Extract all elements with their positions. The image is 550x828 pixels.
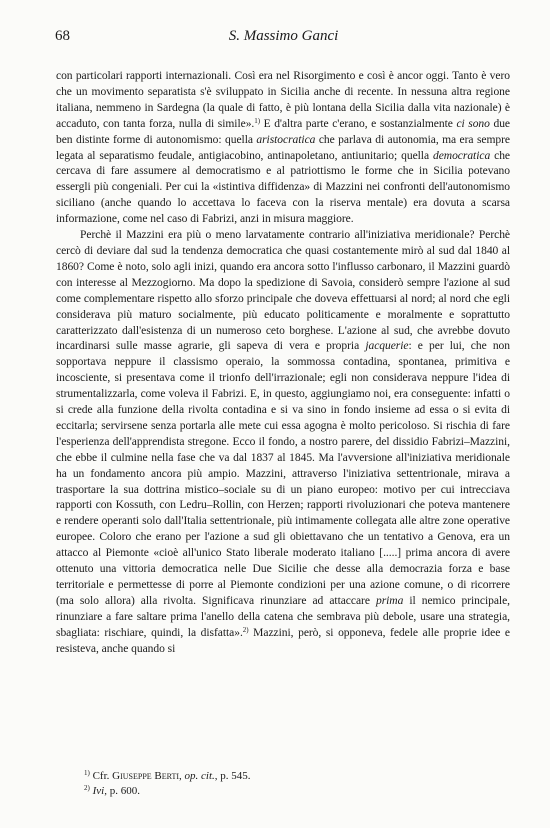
text-run: che parlava di autonomia, ma era sempre legata al separatismo feudale, antigiacobino, antinapoletano, antiunitario; quella xyxy=(56,133,510,162)
text-run: E d'altra parte c'erano, e sostanzialmente xyxy=(260,117,457,130)
footnote-text: , xyxy=(179,770,185,782)
italic-phrase: democratica xyxy=(433,149,491,162)
text-run: Mazzini, però, si opponeva, fedele alle proprie idee e resisteva, anche quando si xyxy=(56,626,510,655)
italic-phrase: jacquerie xyxy=(365,340,409,353)
text-run: : e per lui, che non sopportava neppure il classismo operaio, la sommossa contadina, spontanea, primitiva e incosciente, si presentava come il trionfo dell'irrazionale; egli non considerava neppure l'idea di strumentalizzarla, come voleva il Fabrizi. E, in questo, aggiungiamo noi, era conseguente: infatti o si crede alla funzione della rivolta contadina e si va sino in fondo insieme ad essa o si evita di eccitarla; servirsene senza portarla alle mete cui essa agogna è molto pericoloso. Si rischia di fare l'esperienza dell'apprendista stregone. Ecco il fondo, a nostro parere, del dissidio Fabrizi–Mazzini, che ebbe il culmine nella fase che va dal 1837 al 1845. Ma l'avversione all'iniziativa meridionale ha un fondamento ancora più ampio. Mazzini, attraverso l'iniziativa settentrionale, mirava a trasportare la sua dottrina mistico–sociale su di un piano europeo: motivo per cui intrecciava rapporti con Kossuth, con Ledru–Rollin, con Herzen; rapporti rivoluzionari che poteva mantenere e rendere operanti solo dall'Italia settentrionale, più intimamente collegata alle altre zone operative europee. Coloro che erano per l'azione a sud gli obiettavano che un tentativo a Genova, era un attacco al Piemonte «cioè all'unico Stato liberale moderato italiano [.....] prima ancora di avere ottenuto una vittoria democratica nelle Due Sicilie che desse alla democrazia forza e base territoriale e permettesse di porre al Piemonte condizioni per una azione comune, o di ricorrere (ma solo allora) alla rivolta. Significava rinunziare ad attaccare xyxy=(56,340,510,607)
footnote-marker: 1) xyxy=(84,769,90,777)
footnote-text: Cfr. xyxy=(89,770,113,782)
paragraph xyxy=(56,69,510,228)
footnote-1 xyxy=(84,769,504,784)
paragraph xyxy=(56,228,510,657)
footnote-2 xyxy=(84,784,504,799)
italic-phrase: ci sono xyxy=(456,117,490,130)
running-title: S. Massimo Ganci xyxy=(228,28,339,44)
text-run: due ben distinte forme di autonomismo: quella xyxy=(56,117,511,146)
italic-phrase: aristocratica xyxy=(256,133,316,146)
text-run: Perchè il Mazzini era più o meno larvatamente contrario all'iniziativa meridionale? Perchè cercò di deviare dal sud la tendenza democratica che quasi costantemente mirò al sud dal 1840 al 1860? Come è noto, solo agli inizi, quando era ancora sotto l'influsso carbonaro, il Mazzini guardò con interesse al Mezzogiorno. Ma dopo la spedizione di Savoia, considerò sempre l'azione al sud come complementare rispetto allo sforzo principale che doveva effettuarsi al nord; al nord che egli considerava più maturo socialmente, più educato politicamente e moralmente e soprattutto caratterizzato dall'esistenza di un numeroso ceto borghese. L'azione al sud, che avrebbe dovuto incardinarsi sulle masse agrarie, gli sapeva di vera e propria xyxy=(56,229,510,353)
footnote-ref: 2) xyxy=(242,625,249,634)
italic-phrase: prima xyxy=(375,594,404,607)
text-run: con particolari rapporti internazionali. Così era nel Risorgimento e così è ancor oggi. Tanto è vero che un movimento separatista s'è sviluppato in Sicilia anche di recente. In nessuna altra regione italiana, nemmeno in Sardegna (la quale di fatto, è più lontana della Sicilia dalla vita nazionale) è accaduto, con tanta forza, nulla di simile». xyxy=(56,70,510,130)
footnote-ref: 1) xyxy=(254,116,260,125)
footnote-reference: op. cit. xyxy=(184,770,215,782)
footnote-text: , p. 545. xyxy=(214,770,251,782)
footnote-reference: Ivi xyxy=(92,785,105,797)
main-text xyxy=(56,69,510,658)
footnote-author: Giuseppe Berti xyxy=(112,770,180,782)
page-header xyxy=(55,28,512,50)
footnote-text: , p. 600. xyxy=(104,785,140,797)
footnote-marker: 2) xyxy=(84,784,90,792)
text-run: il nemico principale, rinunziare a fare saltare prima l'anello della catena che sembrava più debole, usare una strategia, sbagliata: rischiare, quindi, la disfatta». xyxy=(56,594,510,639)
footnotes xyxy=(84,769,504,799)
page-number: 68 xyxy=(55,28,70,44)
text-run: che cercava di fare assumere al democratismo e al patriottismo le forme che in Sicilia potevano essergli più congeniali. Per cui la «istintiva diffidenza» di Mazzini nei confronti dell'autonomismo siciliano (anche quando lo accettava lo faceva con la riserva mentale) era dovuta a scarsa informazione, come nel caso di Fabrizi, anzi in misura maggiore. xyxy=(56,149,510,226)
